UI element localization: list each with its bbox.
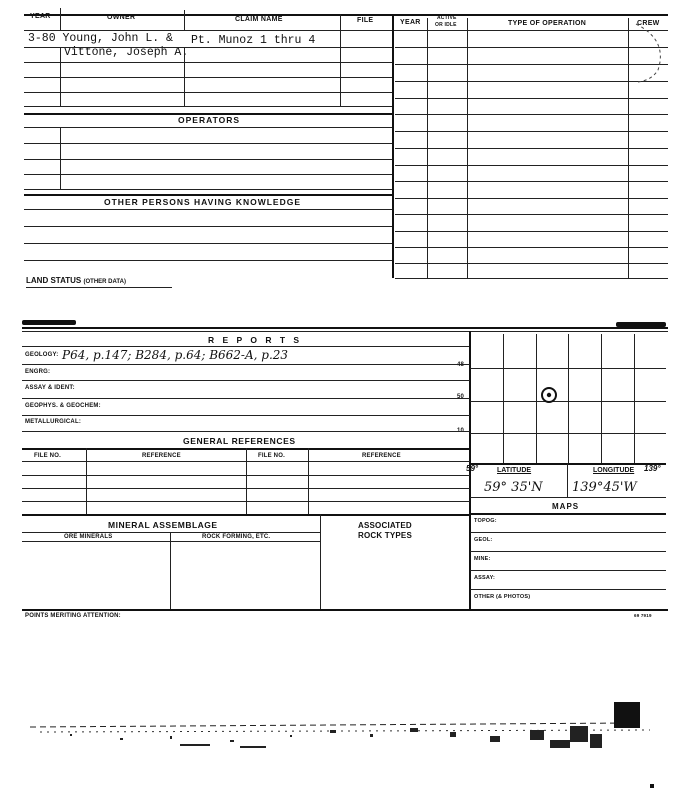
rule — [184, 10, 185, 30]
rule — [22, 327, 668, 329]
rule — [320, 514, 321, 609]
rule — [24, 30, 668, 31]
rule — [22, 609, 668, 611]
geology-label: GEOLOGY: — [25, 352, 59, 358]
col-10: 10 — [457, 428, 465, 434]
rule — [392, 14, 394, 278]
other-persons-heading: OTHER PERSONS HAVING KNOWLEDGE — [104, 197, 302, 207]
mine-label: MINE: — [474, 556, 491, 562]
rule — [470, 368, 666, 369]
rule — [567, 463, 568, 497]
rule — [470, 551, 666, 552]
rule — [22, 541, 320, 542]
geophys-label: GEOPHYS. & GEOCHEM: — [25, 403, 101, 409]
rule — [470, 401, 666, 402]
rule — [60, 8, 61, 30]
ore-minerals-label: ORE MINERALS — [64, 534, 113, 540]
header-crew: CREW — [637, 20, 660, 27]
other-photos-label: OTHER (& PHOTOS) — [474, 594, 531, 600]
rule — [24, 62, 392, 63]
rule — [246, 448, 247, 514]
rule — [395, 214, 668, 215]
rule — [24, 209, 392, 210]
rule — [395, 231, 668, 232]
maps-heading: MAPS — [552, 502, 580, 511]
mineral-assemblage-heading: MINERAL ASSEMBLAGE — [108, 520, 218, 530]
rule — [470, 463, 666, 465]
header-file: FILE — [357, 17, 374, 24]
land-status-sublabel: (OTHER DATA) — [83, 279, 126, 285]
rule — [467, 18, 468, 30]
reports-heading: R E P O R T S — [208, 335, 303, 345]
rule — [568, 334, 569, 464]
topog-label: TOPOG: — [474, 518, 497, 524]
rock-types-label: ROCK TYPES — [358, 531, 413, 540]
longitude-label: LONGITUDE — [593, 467, 635, 474]
rule — [470, 532, 666, 533]
rule — [24, 194, 392, 196]
rule — [395, 263, 668, 264]
lat-corner: 59° — [466, 464, 479, 473]
rock-forming-label: ROCK FORMING, ETC. — [202, 534, 271, 540]
rule — [22, 398, 470, 399]
rule — [601, 334, 602, 464]
metallurgical-label: METALLURGICAL: — [25, 419, 82, 425]
associated-label: ASSOCIATED — [358, 521, 412, 530]
rule — [184, 48, 185, 106]
longitude-value: 139°45'W — [572, 480, 637, 495]
rule — [24, 174, 392, 175]
rule — [395, 247, 668, 248]
assay-label: ASSAY & IDENT: — [25, 385, 75, 391]
rule — [340, 30, 341, 106]
rule — [24, 243, 392, 244]
rule — [170, 532, 171, 609]
rule — [22, 514, 470, 516]
rule — [470, 513, 666, 515]
land-status-label: LAND STATUS — [26, 276, 82, 285]
rule — [340, 14, 341, 30]
rule — [395, 114, 668, 115]
rule — [395, 148, 668, 149]
rule — [22, 346, 470, 347]
rule — [470, 497, 666, 498]
rule — [22, 415, 470, 416]
header-claim-name: CLAIM NAME — [235, 16, 283, 23]
rule — [470, 433, 666, 434]
geology-value: P64, p.147; B284, p.64; B662-A, p.23 — [62, 348, 289, 362]
header-or-idle: OR IDLE — [435, 22, 457, 28]
rule — [503, 334, 504, 464]
rule — [395, 131, 668, 132]
rule — [308, 448, 309, 514]
claim-entry-line1: Pt. Munoz 1 thru 4 — [191, 34, 316, 47]
latitude-value: 59° 35'N — [484, 480, 543, 495]
header-active: ACTIVE — [437, 15, 457, 21]
rule — [24, 159, 392, 160]
geol-label: GEOL: — [474, 537, 493, 543]
rule — [470, 570, 666, 571]
rule — [634, 334, 635, 464]
rule — [60, 48, 61, 106]
scan-artifact-strip — [30, 700, 670, 790]
owner-entry-line2: Vittone, Joseph A. — [64, 46, 189, 59]
pencil-arc-mark — [608, 20, 668, 84]
rule — [536, 334, 537, 464]
header-type-of-operation: TYPE OF OPERATION — [508, 20, 587, 27]
col-50: 50 — [457, 394, 465, 400]
rule — [395, 98, 668, 99]
form-number: 69 7919 — [634, 613, 652, 618]
rule — [24, 47, 392, 48]
rule — [22, 431, 470, 432]
rule — [24, 77, 392, 78]
rule — [395, 165, 668, 166]
rule — [86, 448, 87, 514]
rule — [427, 18, 428, 30]
lon-corner: 139° — [644, 464, 661, 473]
rule — [395, 181, 668, 182]
rule — [22, 364, 470, 365]
latitude-label: LATITUDE — [497, 467, 532, 474]
rule — [24, 260, 392, 261]
header-owner: OWNER — [107, 14, 136, 21]
gr-file-no-2: FILE NO. — [258, 453, 285, 459]
general-references-heading: GENERAL REFERENCES — [183, 436, 296, 446]
rule — [467, 30, 468, 278]
gr-reference-1: REFERENCE — [142, 453, 181, 459]
rule — [395, 278, 668, 279]
header-year: YEAR — [30, 13, 51, 20]
points-meriting-label: POINTS MERITING ATTENTION: — [25, 613, 121, 619]
operators-heading: OPERATORS — [178, 115, 241, 125]
rule — [24, 226, 392, 227]
location-target-icon — [540, 386, 558, 404]
rule — [22, 532, 320, 533]
rule — [427, 30, 428, 278]
owner-entry-line1: 3-80 Young, John L. & — [28, 32, 173, 45]
land-status-heading — [26, 276, 126, 285]
assay-map-label: ASSAY: — [474, 575, 496, 581]
gr-reference-2: REFERENCE — [362, 453, 401, 459]
rule — [24, 127, 392, 128]
rule — [24, 189, 392, 190]
rule — [60, 127, 61, 189]
ink-smudge — [22, 320, 76, 325]
rule — [22, 380, 470, 381]
rule — [26, 287, 172, 288]
rule — [22, 331, 668, 332]
engrg-label: ENGRG: — [25, 369, 51, 375]
rule — [395, 198, 668, 199]
gr-file-no-1: FILE NO. — [34, 453, 61, 459]
rule — [24, 143, 392, 144]
rule — [24, 106, 392, 107]
rule — [24, 92, 392, 93]
col-48: 48 — [457, 362, 465, 368]
rule — [470, 589, 666, 590]
header-year-2: YEAR — [400, 19, 421, 26]
